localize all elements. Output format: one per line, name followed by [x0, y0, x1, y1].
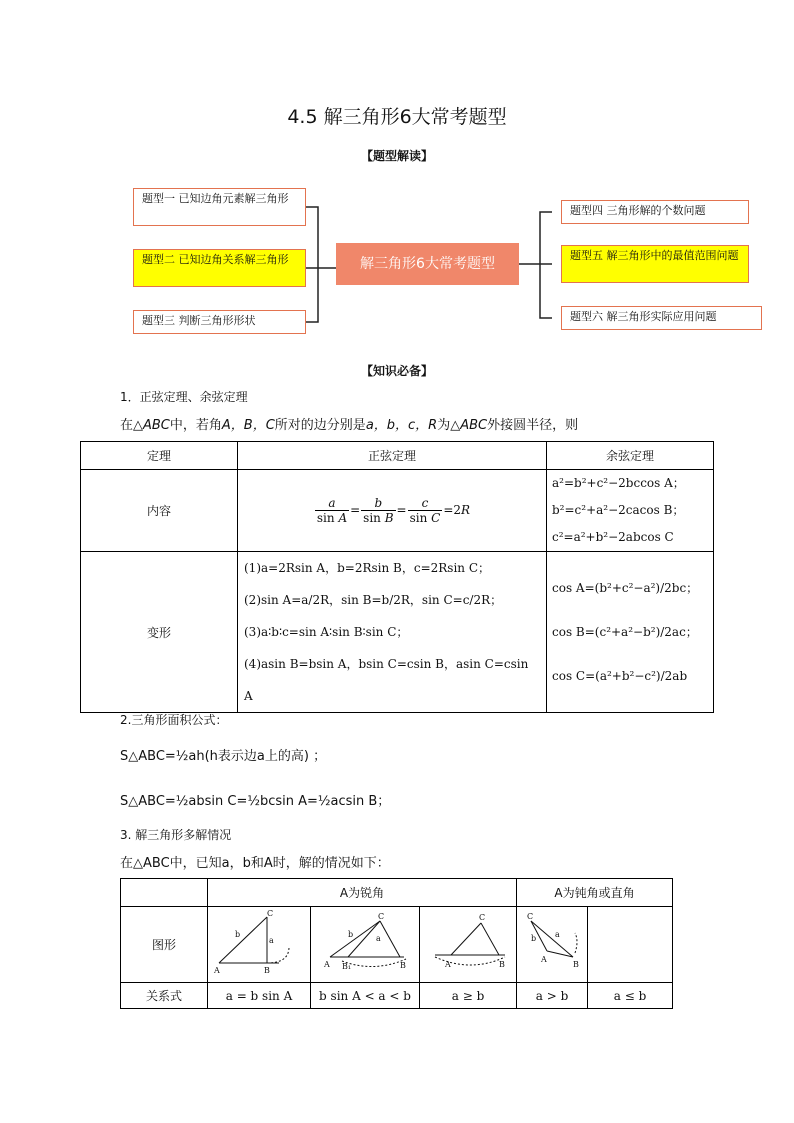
mindmap-center[interactable]: 解三角形6大常考题型 — [336, 243, 519, 285]
sine-law-variants: (1)a=2Rsin A，b=2Rsin B，c=2Rsin C； (2)sin A=a/2R，sin B=b/2R，sin C=c/2R； (3)a∶b∶c=sin A∶sin B∶sin C； (4)asin B=bsin A，bsin C=csin B，asin C=csin A — [238, 552, 547, 713]
relation-cell: a ≤ b — [588, 983, 673, 1009]
relation-cell: a ≥ b — [420, 983, 517, 1009]
figure-two-solutions — [311, 907, 420, 983]
area-formula-1: S△ABC=½ah(h表示边a上的高) ； — [120, 749, 327, 764]
figure-obtuse-a-gt-b — [517, 907, 588, 983]
mindmap-type-4[interactable]: 题型四 三角形解的个数问题 — [561, 200, 749, 224]
figure-one-solution — [420, 907, 517, 983]
section-heading-types: 【题型解读】 — [360, 149, 433, 163]
svg-text:A: A — [324, 960, 330, 969]
figure-right-triangle — [208, 907, 311, 983]
table-header: 正弦定理 — [238, 442, 547, 470]
svg-text:B: B — [499, 960, 505, 969]
mindmap-type-1[interactable]: 题型一 已知边角元素解三角形 — [133, 188, 306, 226]
svg-text:a: a — [269, 936, 274, 945]
mindmap-type-3[interactable]: 题型三 判断三角形形状 — [133, 310, 306, 334]
relation-cell: a = b sin A — [208, 983, 311, 1009]
svg-text:B: B — [264, 966, 270, 975]
svg-text:C: C — [527, 912, 534, 921]
relation-cell: a > b — [517, 983, 588, 1009]
solutions-table — [120, 878, 673, 1009]
svg-text:B₁: B₁ — [342, 962, 352, 971]
svg-text:b: b — [235, 930, 241, 939]
svg-text:A: A — [445, 960, 451, 969]
svg-text:C: C — [267, 909, 274, 918]
table-header: 定理 — [81, 442, 238, 470]
acute-header: A为锐角 — [208, 879, 517, 907]
mindmap-connectors — [0, 0, 794, 340]
svg-text:b: b — [348, 930, 354, 939]
row-label-content: 内容 — [81, 470, 238, 552]
row-label-relation: 关系式 — [121, 983, 208, 1009]
svg-text:B: B — [400, 961, 406, 970]
svg-text:C: C — [479, 913, 486, 922]
mindmap-type-5[interactable]: 题型五 解三角形中的最值范围问题 — [561, 245, 749, 283]
cosine-law-variants: cos A=(b²+c²−a²)/2bc； cos B=(c²+a²−b²)/2ac； cos C=(a²+b²−c²)/2ab — [547, 552, 714, 713]
cosine-law-content: a²=b²+c²−2bccos A； b²=c²+a²−2cacos B； c²=a²+b²−2abcos C — [547, 470, 714, 552]
row-label-variants: 变形 — [81, 552, 238, 713]
theorem-table — [80, 441, 714, 713]
relation-cell: b sin A < a < b — [311, 983, 420, 1009]
obtuse-header: A为钝角或直角 — [517, 879, 673, 907]
area-formula-2: S△ABC=½absin C=½bcsin A=½acsin B； — [120, 794, 391, 809]
mindmap-type-6[interactable]: 题型六 解三角形实际应用问题 — [561, 306, 762, 330]
svg-text:C: C — [378, 912, 385, 921]
table-header: 余弦定理 — [547, 442, 714, 470]
mindmap-type-2[interactable]: 题型二 已知边角关系解三角形 — [133, 249, 306, 287]
svg-text:A: A — [541, 955, 547, 964]
sine-law-content: $\frac{a}{\text{sin A}}$ = $\frac{b}{\text{sin B}}$ = $\frac{c}{\text{sin C}}$ =2R — [238, 470, 547, 552]
svg-text:A: A — [214, 966, 220, 975]
part3-intro: 在△ABC中，已知a，b和A时，解的情况如下： — [120, 856, 390, 871]
section-heading-knowledge: 【知识必备】 — [360, 364, 433, 378]
part1-intro: 在△ABC中，若角A，B，C所对的边分别是a，b，c，R为△ABC外接圆半径，则 — [120, 418, 579, 433]
part2-heading: 2.三角形面积公式： — [120, 713, 228, 727]
svg-text:a: a — [555, 930, 560, 939]
part3-heading: 3. 解三角形多解情况 — [120, 828, 232, 842]
svg-text:B: B — [573, 960, 579, 969]
row-label-figure: 图形 — [121, 907, 208, 983]
svg-text:b: b — [531, 934, 537, 943]
page-title: 4.5 解三角形6大常考题型 — [287, 106, 507, 128]
part1-heading: 1．正弦定理、余弦定理 — [120, 390, 248, 404]
svg-text:a: a — [376, 934, 381, 943]
